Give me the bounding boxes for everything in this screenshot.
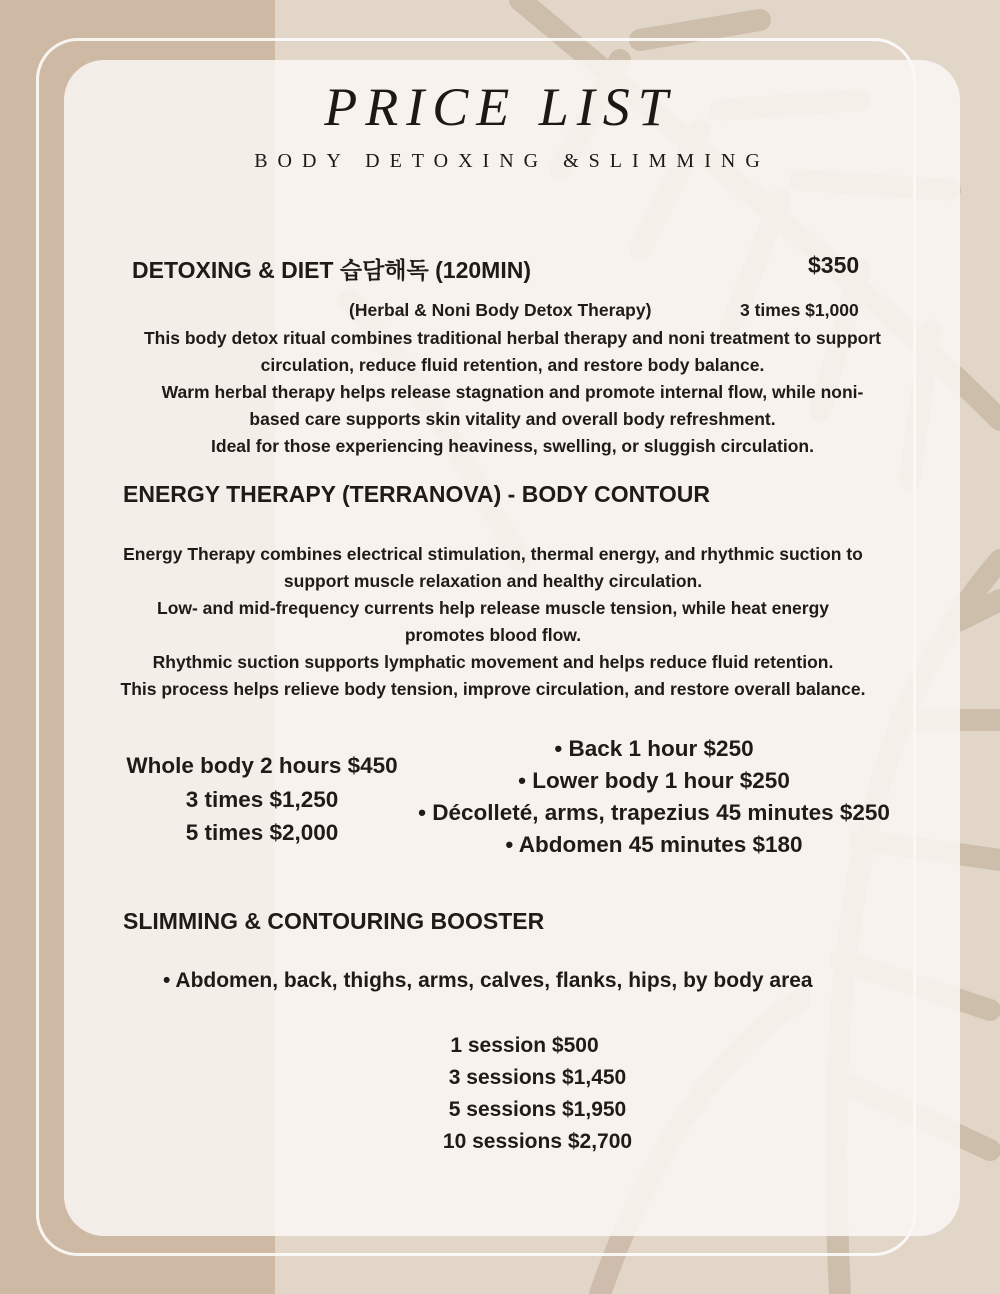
detox-package-price: 3 times $1,000 [740, 300, 859, 320]
booster-areas: • Abdomen, back, thighs, arms, calves, flanks, hips, by body area [163, 969, 813, 992]
area-price-item: • Back 1 hour $250 [554, 736, 754, 761]
energy-line: promotes blood flow. [404, 625, 582, 645]
area-price-item: • Abdomen 45 minutes $180 [505, 832, 803, 857]
area-price-item: • Lower body 1 hour $250 [518, 768, 790, 793]
energy-line: Low- and mid-frequency currents help release muscle tension, while heat energy [157, 598, 829, 618]
whole-body-line: 5 times $2,000 [185, 820, 339, 845]
detox-line: circulation, reduce fluid retention, and restore body balance. [260, 355, 765, 375]
detox-line: This body detox ritual combines traditional herbal therapy and noni treatment to support [143, 328, 882, 348]
whole-body-line: Whole body 2 hours $450 [126, 753, 398, 778]
whole-body-pricing [112, 749, 412, 850]
page-subtitle: BODY DETOXING &SLIMMING [254, 150, 770, 172]
booster-heading: SLIMMING & CONTOURING BOOSTER [123, 908, 545, 934]
detox-line: Warm herbal therapy helps release stagnation and promote internal flow, while noni- [161, 382, 864, 402]
session-price-item: 1 session $500 [450, 1034, 599, 1057]
energy-line: Rhythmic suction supports lymphatic movement and helps reduce fluid retention. [152, 652, 834, 672]
session-price-item: 5 sessions $1,950 [448, 1098, 627, 1121]
energy-line: Energy Therapy combines electrical stimulation, thermal energy, and rhythmic suction to [123, 544, 863, 564]
page-title: PRICE LIST [324, 77, 676, 137]
session-price-item: 10 sessions $2,700 [442, 1130, 633, 1153]
detox-heading: DETOXING & DIET 습담해독 (120MIN) [132, 257, 531, 283]
area-pricing-list [414, 733, 894, 861]
area-price-item: • Décolleté, arms, trapezius 45 minutes $250 [418, 800, 890, 825]
detox-line: based care supports skin vitality and overall body refreshment. [249, 409, 776, 429]
energy-line: support muscle relaxation and healthy circulation. [283, 571, 703, 591]
detox-line: Ideal for those experiencing heaviness, swelling, or sluggish circulation. [211, 436, 814, 456]
energy-heading: ENERGY THERAPY (TERRANOVA) - BODY CONTOUR [123, 481, 710, 507]
energy-description [80, 541, 906, 703]
detox-price: $350 [808, 252, 860, 278]
energy-line: This process helps relieve body tension, improve circulation, and restore overall balance. [120, 679, 866, 699]
whole-body-line: 3 times $1,250 [185, 786, 339, 812]
booster-session-pricing [430, 1030, 645, 1158]
detox-description [100, 325, 925, 460]
detox-subheading: (Herbal & Noni Body Detox Therapy) [349, 300, 652, 320]
session-price-item: 3 sessions $1,450 [448, 1066, 627, 1089]
